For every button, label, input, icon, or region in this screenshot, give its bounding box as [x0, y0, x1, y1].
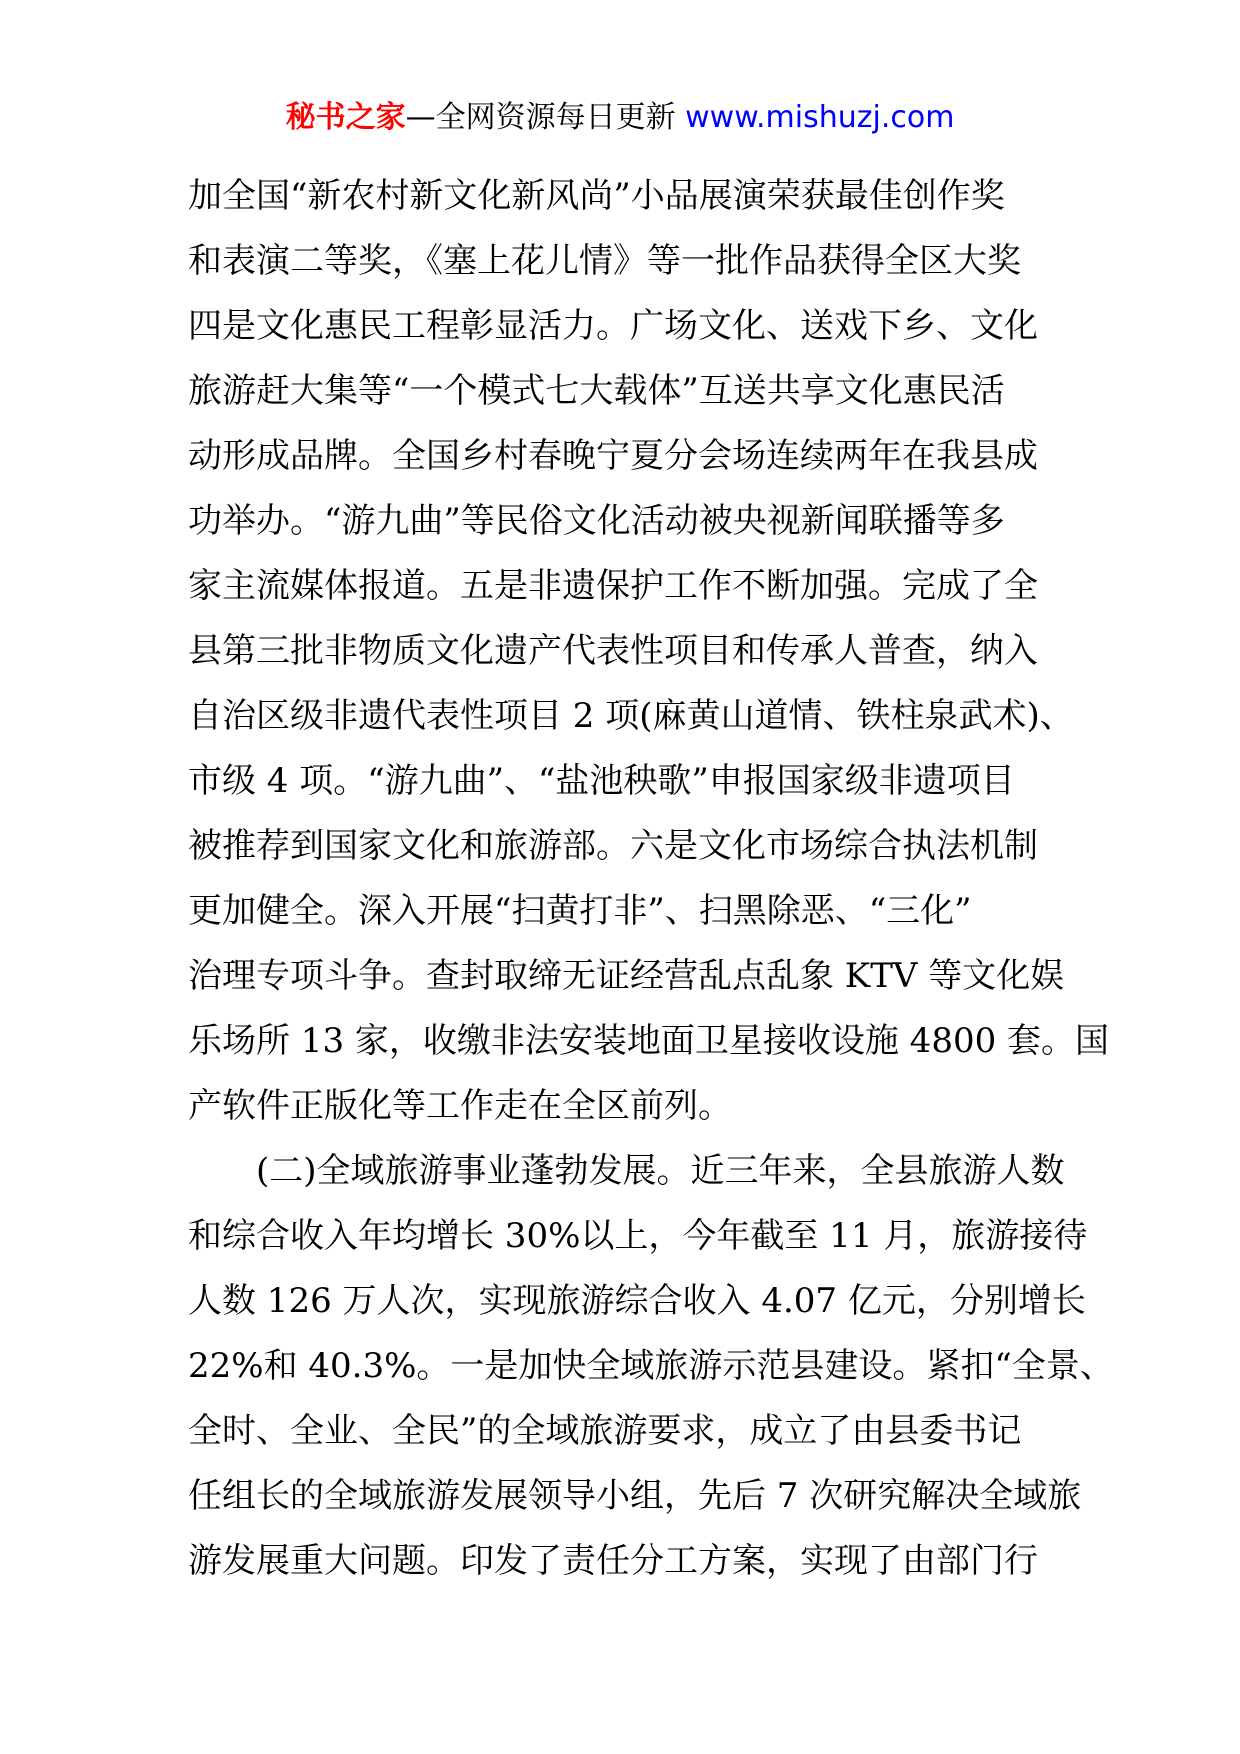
text-line: 和综合收入年均增长 30%以上，今年截至 11 月，旅游接待: [188, 1216, 1088, 1256]
text-line: 动形成品牌。全国乡村春晚宁夏分会场连续两年在我县成: [188, 436, 1038, 476]
text-line: 治理专项斗争。查封取缔无证经营乱点乱象 KTV 等文化娱: [188, 956, 1065, 996]
site-header: [0, 98, 1240, 138]
text-line: 游发展重大问题。印发了责任分工方案，实现了由部门行: [188, 1541, 1038, 1581]
text-line: 更加健全。深入开展“扫黄打非”、扫黑除恶、“三化”: [188, 891, 972, 931]
text-line: 和表演二等奖，《塞上花儿情》等一批作品获得全区大奖: [188, 241, 1021, 281]
text-line: 家主流媒体报道。五是非遗保护工作不断加强。完成了全: [188, 566, 1038, 606]
text-line: 人数 126 万人次，实现旅游综合收入 4.07 亿元，分别增长: [188, 1281, 1086, 1321]
text-line: 四是文化惠民工程彰显活力。广场文化、送戏下乡、文化: [188, 306, 1038, 346]
text-line: 县第三批非物质文化遗产代表性项目和传承人普查，纳入: [188, 631, 1038, 671]
text-line: 功举办。“游九曲”等民俗文化活动被央视新闻联播等多: [188, 501, 1005, 541]
text-line: 乐场所 13 家，收缴非法安装地面卫星接收设施 4800 套。国: [188, 1021, 1110, 1061]
text-line: 产软件正版化等工作走在全区前列。: [188, 1086, 732, 1126]
text-line: 任组长的全域旅游发展领导小组，先后 7 次研究解决全域旅: [188, 1476, 1082, 1516]
section-heading-line: (二)全域旅游事业蓬勃发展。近三年来，全县旅游人数: [256, 1151, 1065, 1191]
text-line: 加全国“新农村新文化新风尚”小品展演荣获最佳创作奖: [188, 176, 1005, 216]
document-body: [188, 164, 1114, 1594]
site-url-link[interactable]: www.mishuzj.com: [685, 100, 955, 135]
text-line: 22%和 40.3%。一是加快全域旅游示范县建设。紧扣“全景、: [188, 1346, 1114, 1386]
text-line: 市级 4 项。“游九曲”、“盐池秧歌”申报国家级非遗项目: [188, 761, 1015, 801]
text-line: 自治区级非遗代表性项目 2 项(麻黄山道情、铁柱泉武术)、: [188, 696, 1074, 736]
text-line: 全时、全业、全民”的全域旅游要求，成立了由县委书记: [188, 1411, 1022, 1451]
text-line: 被推荐到国家文化和旅游部。六是文化市场综合执法机制: [188, 826, 1038, 866]
brand-name: 秘书之家: [285, 100, 406, 135]
text-line: 旅游赶大集等“一个模式七大载体”互送共享文化惠民活: [188, 371, 1005, 411]
header-tagline: —全网资源每日更新: [405, 100, 676, 135]
